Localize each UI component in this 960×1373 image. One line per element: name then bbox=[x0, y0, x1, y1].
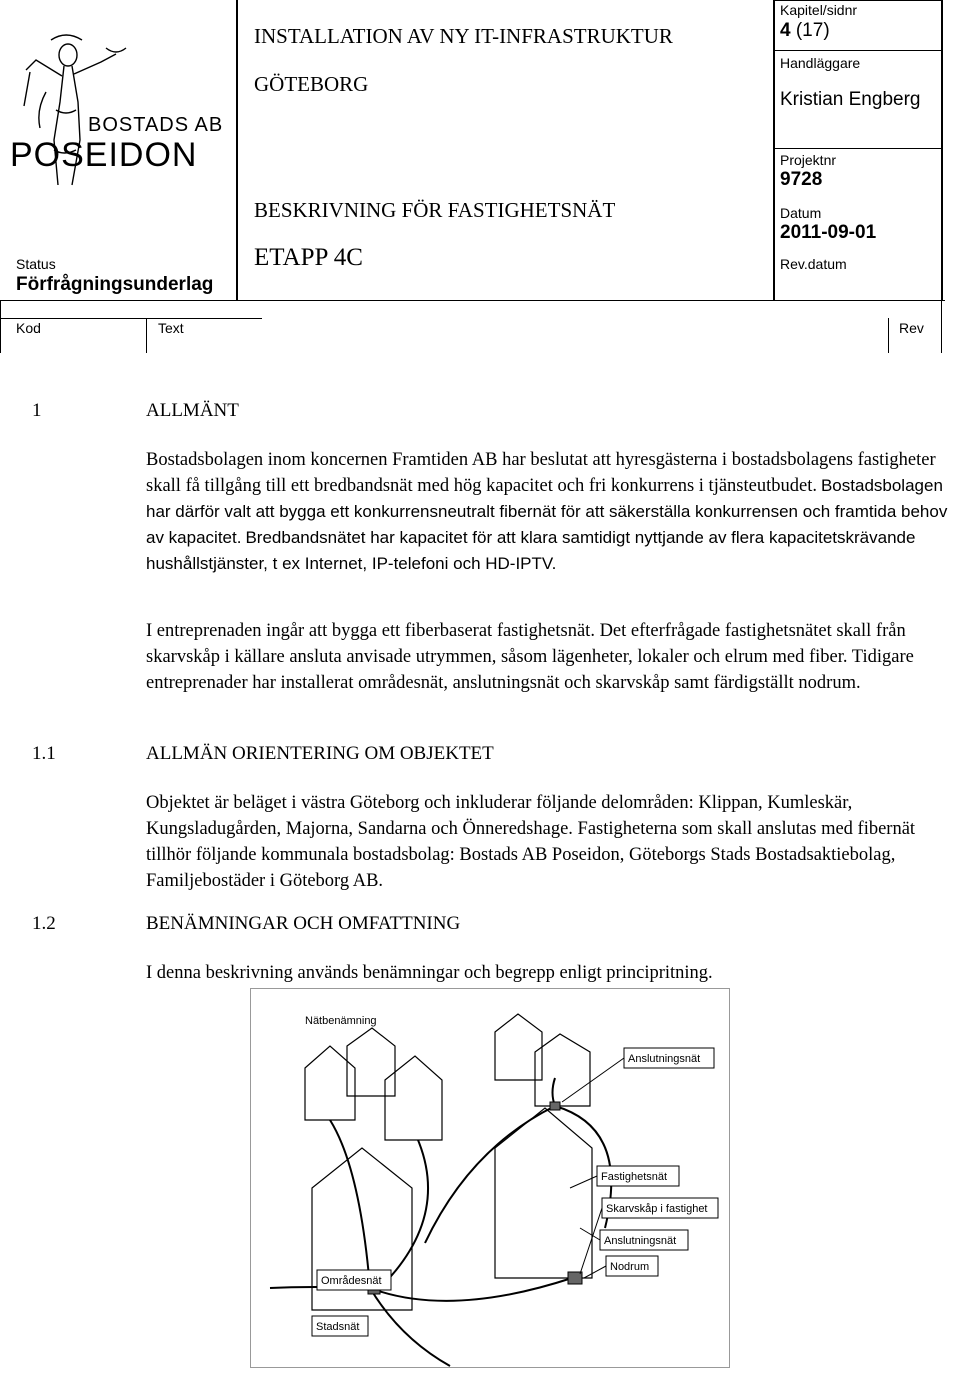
date-value: 2011-09-01 bbox=[780, 222, 877, 243]
chapter-num: 4 bbox=[780, 20, 791, 41]
network-diagram-svg bbox=[250, 988, 730, 1368]
paragraph bbox=[146, 447, 956, 577]
header-divider bbox=[775, 50, 943, 51]
section-heading: ALLMÄN ORIENTERING OM OBJEKTET bbox=[146, 743, 494, 764]
title-stage: ETAPP 4C bbox=[254, 244, 363, 271]
section-number: 1.1 bbox=[32, 743, 56, 764]
col-kod: Kod bbox=[16, 320, 41, 336]
label-anslutningsnat-2: Anslutningsnät bbox=[604, 1235, 677, 1247]
text-run: Bostadsbolagen inom koncernen Framtiden AB har beslutat att hyresgästerna i bostadsbolagens fastigheter skall få tillgång till ett bredbandsnät med hög kapacitet och fri konkurrens i tjänsteutbudet. bbox=[146, 450, 936, 496]
header-divider bbox=[0, 300, 945, 301]
project-label: Projektnr bbox=[780, 152, 837, 168]
building-outline bbox=[385, 1056, 442, 1140]
col-divider bbox=[0, 318, 262, 319]
connection-line bbox=[380, 1140, 428, 1288]
paragraph: I entreprenaden ingår att bygga ett fiberbaserat fastighetsnät. Det efterfrågade fastighetsnätet skall från skarvskåp i källare ansluta anvisade utrymmen, såsom lägenheter, lokaler och elrum med fiber. Tidigare entreprenader har installerat områdesnät, anslutningsnät och skarvskåp samt färdigställt nodrum. bbox=[146, 621, 914, 693]
connection-line bbox=[370, 1278, 572, 1301]
connection-line bbox=[330, 1120, 370, 1288]
label-nodrum: Nodrum bbox=[610, 1261, 650, 1273]
network-diagram bbox=[250, 988, 730, 1368]
section-heading: ALLMÄNT bbox=[146, 400, 239, 421]
header-divider bbox=[773, 0, 943, 1]
company-logo bbox=[6, 10, 226, 200]
col-divider bbox=[0, 301, 1, 353]
handler-label: Handläggare bbox=[780, 55, 861, 71]
header-divider bbox=[236, 0, 238, 300]
text-run: Bostadsbolagen har därför valt att bygga ett konkurrensneutralt fibernät för att säkerställa konkurrensen och framtida behov av kapacitet. bbox=[146, 476, 948, 547]
chapter-label: Kapitel/sidnr bbox=[780, 2, 858, 18]
section-number: 1 bbox=[32, 400, 42, 421]
handler-value: Kristian Engberg bbox=[780, 89, 921, 110]
connection-line bbox=[425, 1106, 555, 1243]
building-outline bbox=[347, 1028, 395, 1096]
text-run: Bredbandsnätet har kapacitet för att klara samtidigt nyttjande av flera kapacitetskrävande hushållstjänster, t ex Internet, IP-telefoni och HD-IPTV. bbox=[146, 528, 916, 573]
revdate-label: Rev.datum bbox=[780, 256, 847, 272]
pointer-line bbox=[580, 1228, 600, 1240]
label-anslutningsnat: Anslutningsnät bbox=[628, 1053, 701, 1065]
section-heading: BENÄMNINGAR OCH OMFATTNING bbox=[146, 913, 461, 934]
label-omradesnat: Områdesnät bbox=[321, 1275, 382, 1287]
header-divider bbox=[941, 0, 943, 300]
section-number: 1.2 bbox=[32, 913, 56, 934]
col-text: Text bbox=[158, 320, 184, 336]
pointer-line bbox=[570, 1176, 597, 1188]
chapter-total: (17) bbox=[795, 20, 830, 41]
project-value: 9728 bbox=[780, 169, 823, 190]
title-city: GÖTEBORG bbox=[254, 72, 369, 96]
label-fastighetsnat: Fastighetsnät bbox=[601, 1171, 668, 1183]
col-divider bbox=[146, 318, 147, 353]
title-description: BESKRIVNING FÖR FASTIGHETSNÄT bbox=[254, 198, 616, 222]
status-label: Status bbox=[16, 256, 56, 272]
chapter-value bbox=[780, 20, 830, 42]
connection-line bbox=[370, 1288, 450, 1366]
col-rev: Rev bbox=[899, 320, 924, 336]
label-stadsnat: Stadsnät bbox=[316, 1321, 360, 1333]
col-divider bbox=[888, 318, 889, 353]
header-divider bbox=[775, 148, 943, 149]
diagram-title: Nätbenämning bbox=[305, 1015, 377, 1027]
node-box bbox=[550, 1102, 560, 1110]
building-outline bbox=[535, 1034, 590, 1106]
logo-line2: POSEIDON bbox=[10, 136, 198, 174]
header-divider bbox=[773, 0, 775, 300]
col-divider bbox=[941, 301, 942, 353]
paragraph: Objektet är beläget i västra Göteborg och inkluderar följande delområden: Klippan, Kumleskär, Kungsladugården, Majorna, Sandarna och Önneredshage. Fastigheterna som skall anslutas med fibernät tillhör följande kommunala bostadsbolag: Bostads AB Poseidon, Göteborgs Stads Bostadsaktiebolag, Familjebostäder i Göteborg AB. bbox=[146, 793, 916, 891]
status-value: Förfrågningsunderlag bbox=[16, 274, 214, 295]
date-label: Datum bbox=[780, 205, 822, 221]
title-main: INSTALLATION AV NY IT-INFRASTRUKTUR bbox=[254, 24, 673, 48]
pointer-line bbox=[580, 1208, 602, 1274]
label-skarvskap: Skarvskåp i fastighet bbox=[606, 1203, 708, 1215]
pointer-line bbox=[584, 1266, 606, 1278]
paragraph: I denna beskrivning används benämningar och begrepp enligt principritning. bbox=[146, 963, 713, 983]
pointer-line bbox=[562, 1058, 624, 1102]
logo-line1: BOSTADS AB bbox=[88, 114, 224, 136]
